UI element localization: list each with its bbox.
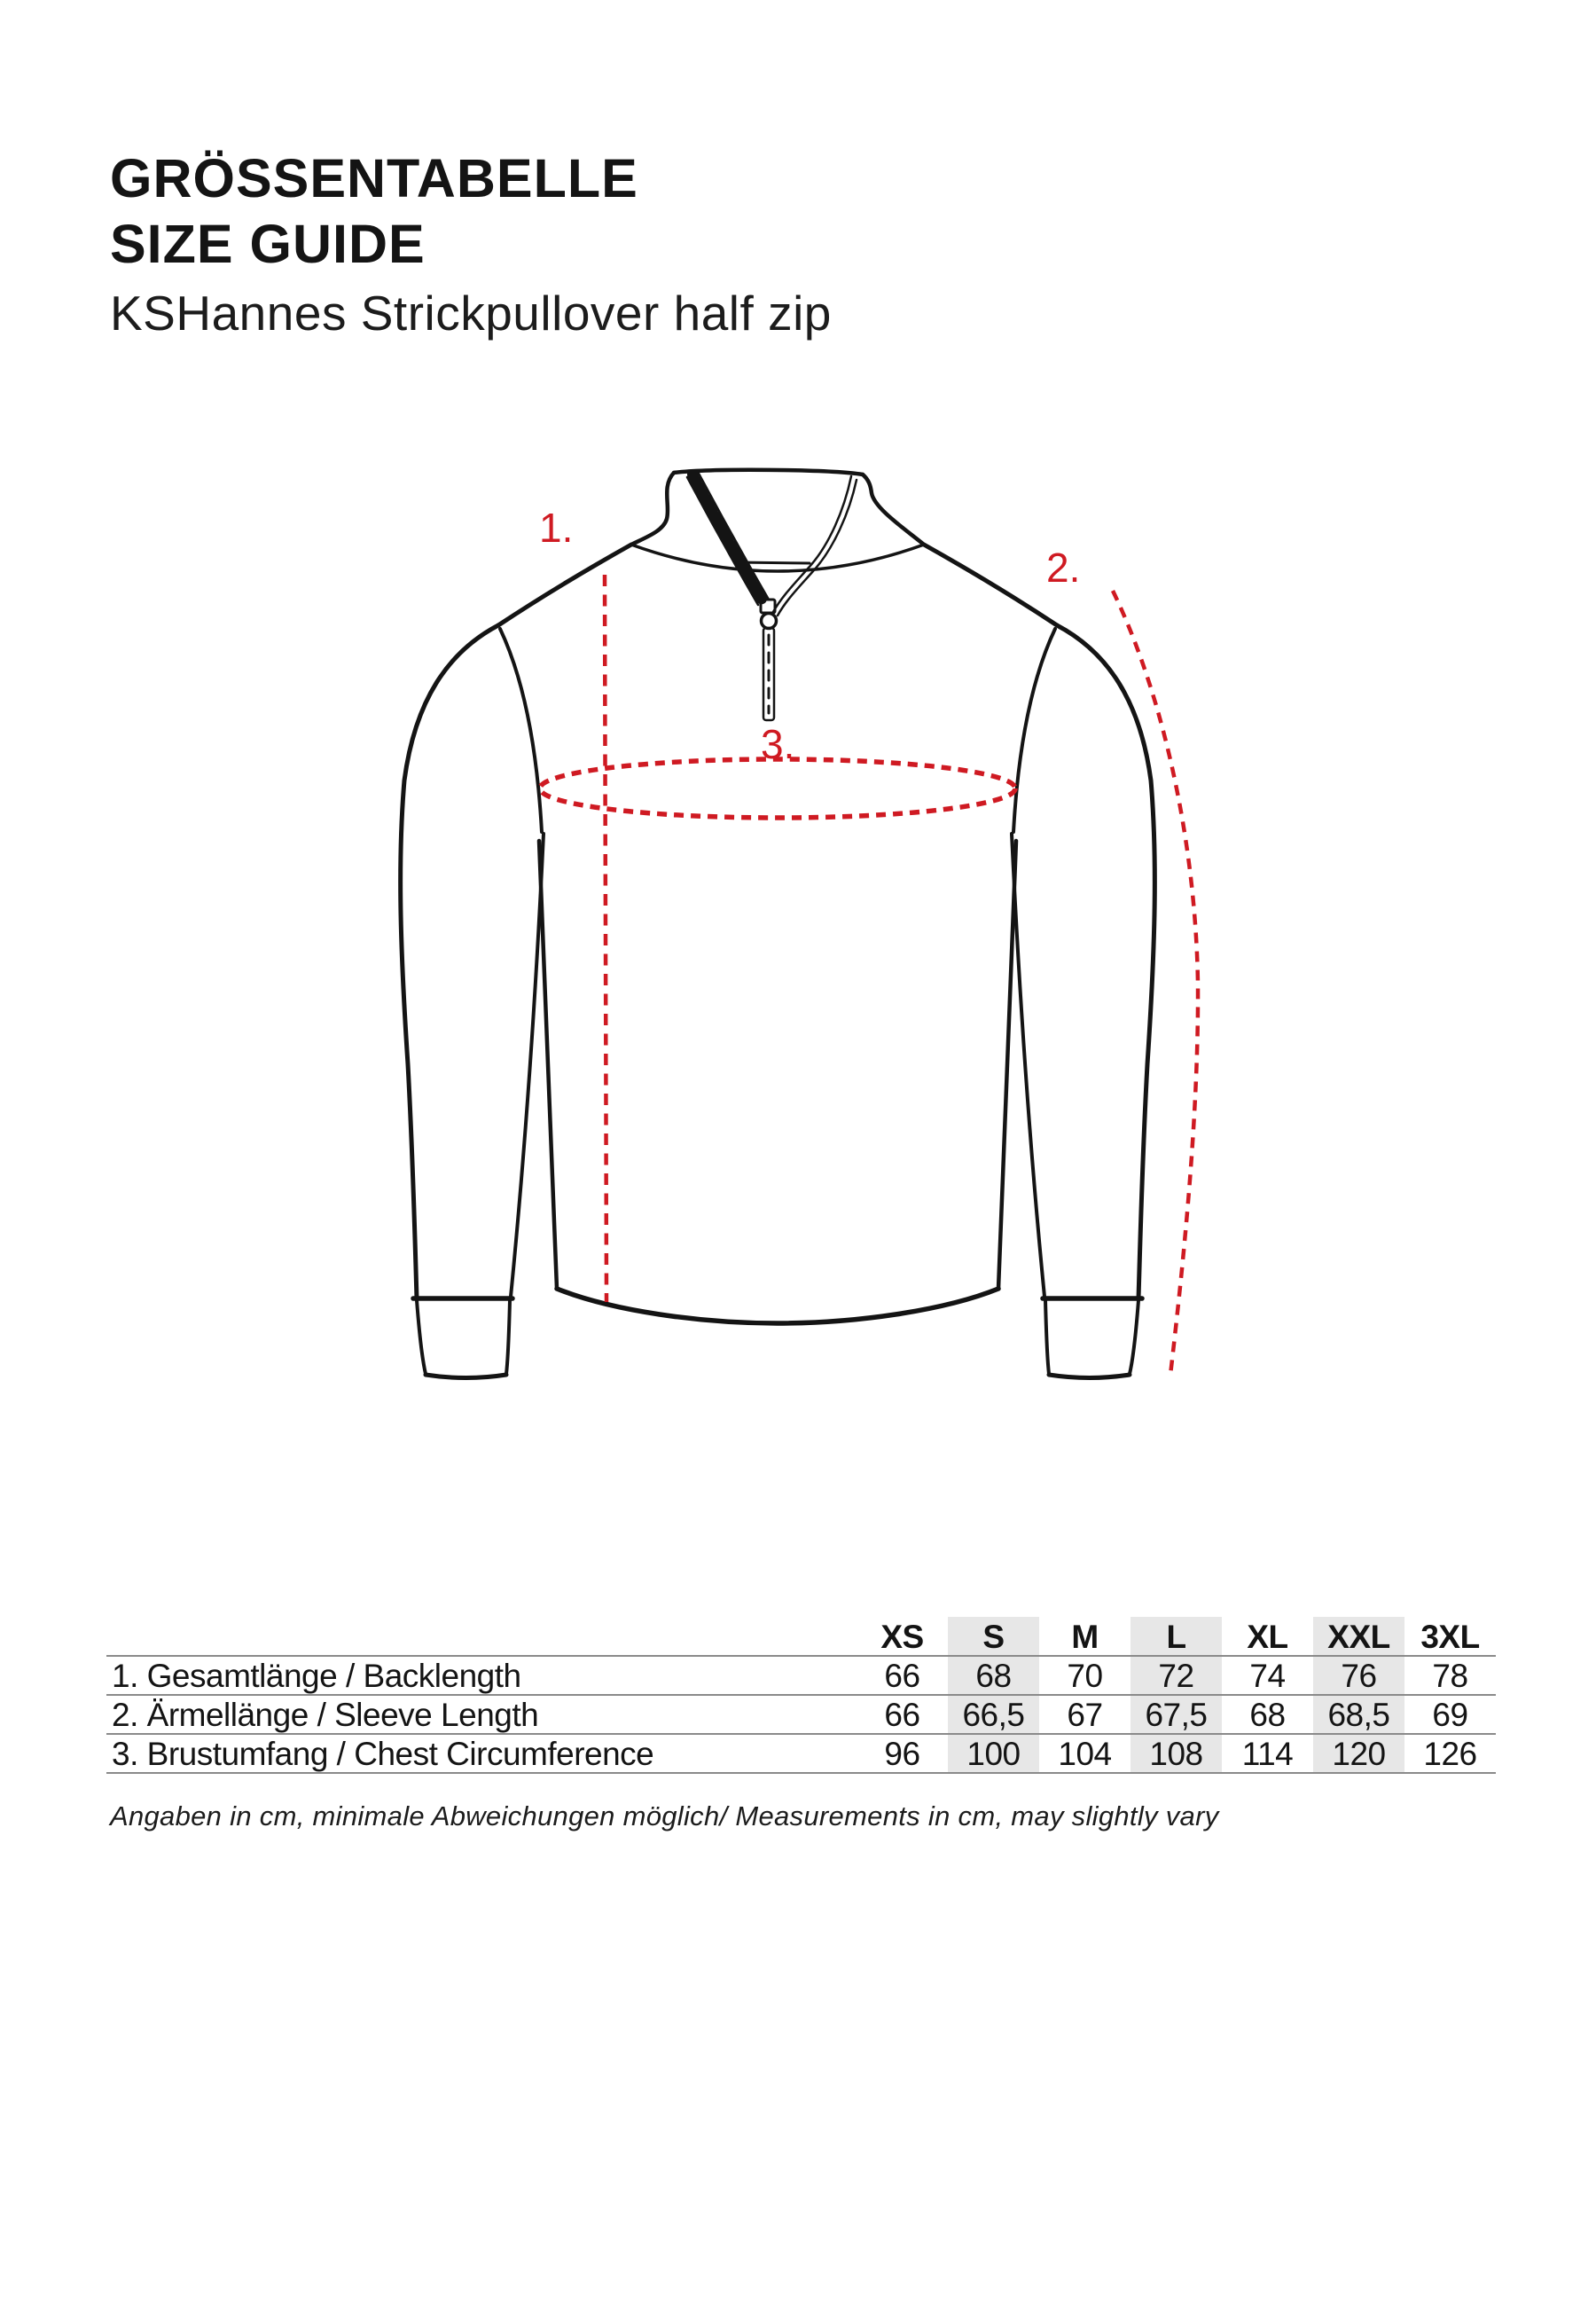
left-cuff-outer-side	[417, 1300, 426, 1374]
measurement-value-cell: 67,5	[1130, 1696, 1222, 1735]
left-body-side	[539, 841, 557, 1289]
neckline-seam	[631, 545, 924, 571]
zipper-tape-teeth	[692, 475, 763, 602]
measurement-value-cell: 120	[1313, 1735, 1404, 1774]
measurement-value-cell: 66	[857, 1657, 948, 1696]
measurement-annotations	[539, 505, 1198, 1375]
page-title-en: SIZE GUIDE	[110, 214, 426, 274]
measurement-value-cell: 68	[948, 1657, 1039, 1696]
right-cuff-outer-side	[1130, 1300, 1138, 1374]
left-cuff-inner-side	[506, 1300, 510, 1374]
zipper-pull-ring	[762, 614, 777, 629]
measurement-row-label-1: 1. Gesamtlänge / Backlength	[106, 1657, 857, 1696]
size-column-header-m: M	[1039, 1617, 1130, 1657]
size-column-header-3xl: 3XL	[1404, 1617, 1496, 1657]
collar-left-edge	[631, 473, 674, 545]
size-column-header-l: L	[1130, 1617, 1222, 1657]
left-sleeve-inner-edge	[511, 834, 544, 1297]
right-cuff-inner-side	[1045, 1300, 1049, 1374]
size-column-header-s: S	[948, 1617, 1039, 1657]
half-zip-detail	[687, 472, 857, 720]
backlength-measure-line	[605, 575, 606, 1302]
measurement-value-cell: 114	[1222, 1735, 1313, 1774]
sleeve-measure-line	[1113, 591, 1198, 1375]
measurement-value-cell: 66	[857, 1696, 948, 1735]
measurement-row-label-2: 2. Ärmellänge / Sleeve Length	[106, 1696, 857, 1735]
measurement-value-cell: 67	[1039, 1696, 1130, 1735]
measurement-value-cell: 78	[1404, 1657, 1496, 1696]
units-footnote: Angaben in cm, minimale Abweichungen möglich/ Measurements in cm, may slightly vary	[110, 1800, 1219, 1831]
measurement-value-cell: 100	[948, 1735, 1039, 1774]
measurement-value-cell: 68,5	[1313, 1696, 1404, 1735]
left-shoulder-seam	[498, 545, 631, 625]
size-column-header-xs: XS	[857, 1617, 948, 1657]
measurement-value-cell: 76	[1313, 1657, 1404, 1696]
measurement-value-cell: 108	[1130, 1735, 1222, 1774]
right-sleeve-outer-edge	[1057, 625, 1154, 1298]
measure-label-chest: 3.	[761, 721, 795, 767]
page-title-de: GRÖSSENTABELLE	[110, 148, 638, 208]
right-armhole-seam	[1013, 629, 1055, 832]
measurement-value-cell: 70	[1039, 1657, 1130, 1696]
measurement-value-cell: 72	[1130, 1657, 1222, 1696]
measurement-row-label-3: 3. Brustumfang / Chest Circumference	[106, 1735, 857, 1774]
size-table-corner-cell	[106, 1617, 857, 1657]
measure-label-backlength: 1.	[539, 505, 574, 551]
zipper-tape-left-border	[687, 477, 758, 605]
right-cuff-bottom-edge	[1049, 1375, 1130, 1378]
right-sleeve-inner-edge	[1012, 834, 1044, 1297]
zipper-tape-right-border	[698, 472, 769, 600]
measurement-value-cell: 126	[1404, 1735, 1496, 1774]
measurement-value-cell: 96	[857, 1735, 948, 1774]
left-cuff-bottom-edge	[426, 1375, 506, 1378]
size-table	[106, 1617, 1496, 1774]
right-body-side	[998, 841, 1016, 1289]
size-column-header-xl: XL	[1222, 1617, 1313, 1657]
size-column-header-xxl: XXL	[1313, 1617, 1404, 1657]
measurement-value-cell: 66,5	[948, 1696, 1039, 1735]
measurement-value-cell: 68	[1222, 1696, 1313, 1735]
measurement-value-cell: 104	[1039, 1735, 1130, 1774]
collar-right-edge	[863, 475, 924, 545]
collar-top-edge	[674, 470, 863, 475]
chest-measure-ellipse	[540, 759, 1015, 818]
measurement-value-cell: 74	[1222, 1657, 1313, 1696]
measurement-value-cell: 69	[1404, 1696, 1496, 1735]
measure-label-sleeve: 2.	[1046, 545, 1081, 591]
left-sleeve-outer-edge	[401, 625, 498, 1298]
right-shoulder-seam	[924, 545, 1057, 625]
hem-edge	[557, 1289, 998, 1323]
placket-outer-line	[773, 476, 851, 612]
left-armhole-seam	[500, 629, 542, 832]
product-name: KSHannes Strickpullover half zip	[110, 286, 832, 341]
